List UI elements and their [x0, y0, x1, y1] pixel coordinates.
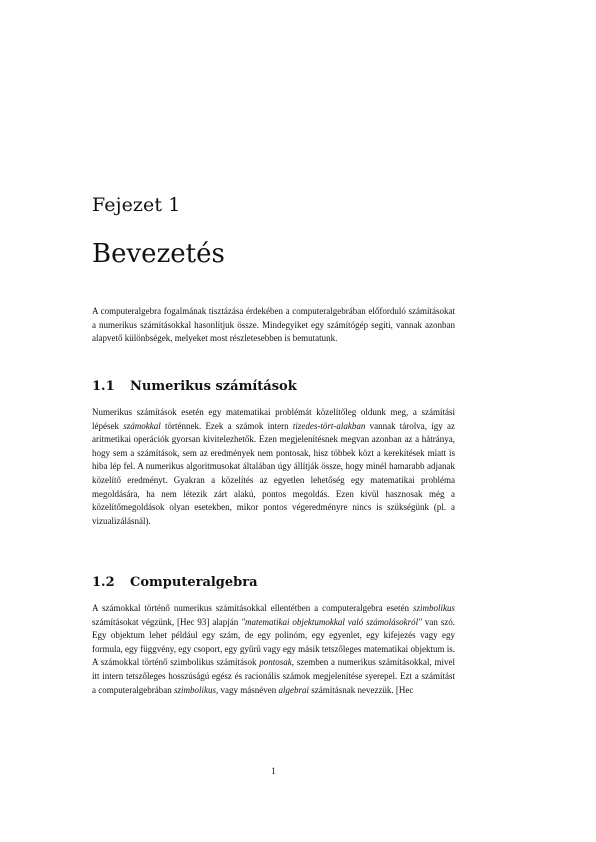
body-text: , szemben a numerikus számításokkal, mivel itt intern tetszőleges hosszúságú egész és racionális számok megjelenítése syerepel. Ezt a számítást a computeralgebrában: [92, 657, 455, 695]
section-1-1-paragraph: [92, 406, 455, 528]
body-text: számításokat végzünk, [Hec 93] alapján: [92, 616, 242, 627]
chapter-title: Bevezetés: [92, 239, 225, 269]
section-1-2-paragraph: [92, 602, 455, 697]
emphasis-text: "matematikai objektumokkal való számolásokról": [241, 616, 422, 627]
section-heading-1-2: [92, 575, 258, 591]
section-title: Numerikus számítások: [130, 379, 297, 394]
body-text: van szó. Egy objektum lehet például egy szám, de egy polinóm, egy egyenlet, egy kifejezés vagy egy formula, egy függvény, egy csoport, egy gyűrű vagy egy másik tetszőleges matematikai objektum is. A számokkal történő szimbolikus számítások: [92, 616, 455, 668]
body-text: vannak tárolva, így az aritmetikai operációk gyorsan kivitelezhetők. Ezen megjelenítésnek megvan azonban az a hátránya, hogy sem a számítások, sem az eredmények nem pontosak, hisz többek közt a kerekítések miatt is hiba lép fel. A numerikus algoritmusokat általában úgy állítják össze, hogy minél hamarabb adjanak közelítő eredményt. Gyakran a közelítés az egyetlen lehetőség egy matematikai probléma megoldására, ha nem létezik zárt alakú, pontos megoldás. Ezen kívül hasznosak még a közelítőmegoldások olyan esetekben, mikor pontos végeredményre nincs is szükségünk (pl. a vizualizálásnál).: [92, 420, 455, 526]
emphasis-text: tizedes-tört-alakban: [292, 420, 366, 431]
emphasis-text: pontosak: [259, 657, 292, 668]
section-title: Computeralgebra: [130, 575, 258, 590]
emphasis-text: szimbolikus: [173, 684, 216, 695]
body-text: számításnak nevezzük. [Hec: [308, 684, 414, 695]
section-number: 1.2: [92, 575, 115, 590]
chapter-label: Fejezet 1: [92, 194, 181, 216]
emphasis-text: szimbolikus: [412, 603, 455, 613]
emphasis-text: algebrai: [278, 684, 309, 695]
emphasis-text: számokkal: [123, 420, 161, 431]
body-text: történnek. Ezek a számok intern: [160, 420, 293, 431]
body-text: A számokkal történő numerikus számításokkal ellentétben a computeralgebra esetén: [92, 603, 413, 613]
section-heading-1-1: [92, 379, 297, 395]
page-number: 1: [271, 766, 276, 776]
intro-paragraph: A computeralgebra fogalmának tisztázása érdekében a computeralgebrában előforduló számításokat a numerikus számításokkal hasonlítjuk össze. Mindegyiket egy számítógép segíti, vannak azonban alapvető különbségek, melyeket most részletesebben is bemutatunk.: [92, 306, 455, 344]
section-number: 1.1: [92, 379, 115, 394]
body-text: , vagy másnéven: [215, 684, 279, 695]
body-text: Numerikus számítások esetén egy matematikai problémát közelítőleg oldunk meg, a számítási lépések: [92, 407, 455, 431]
